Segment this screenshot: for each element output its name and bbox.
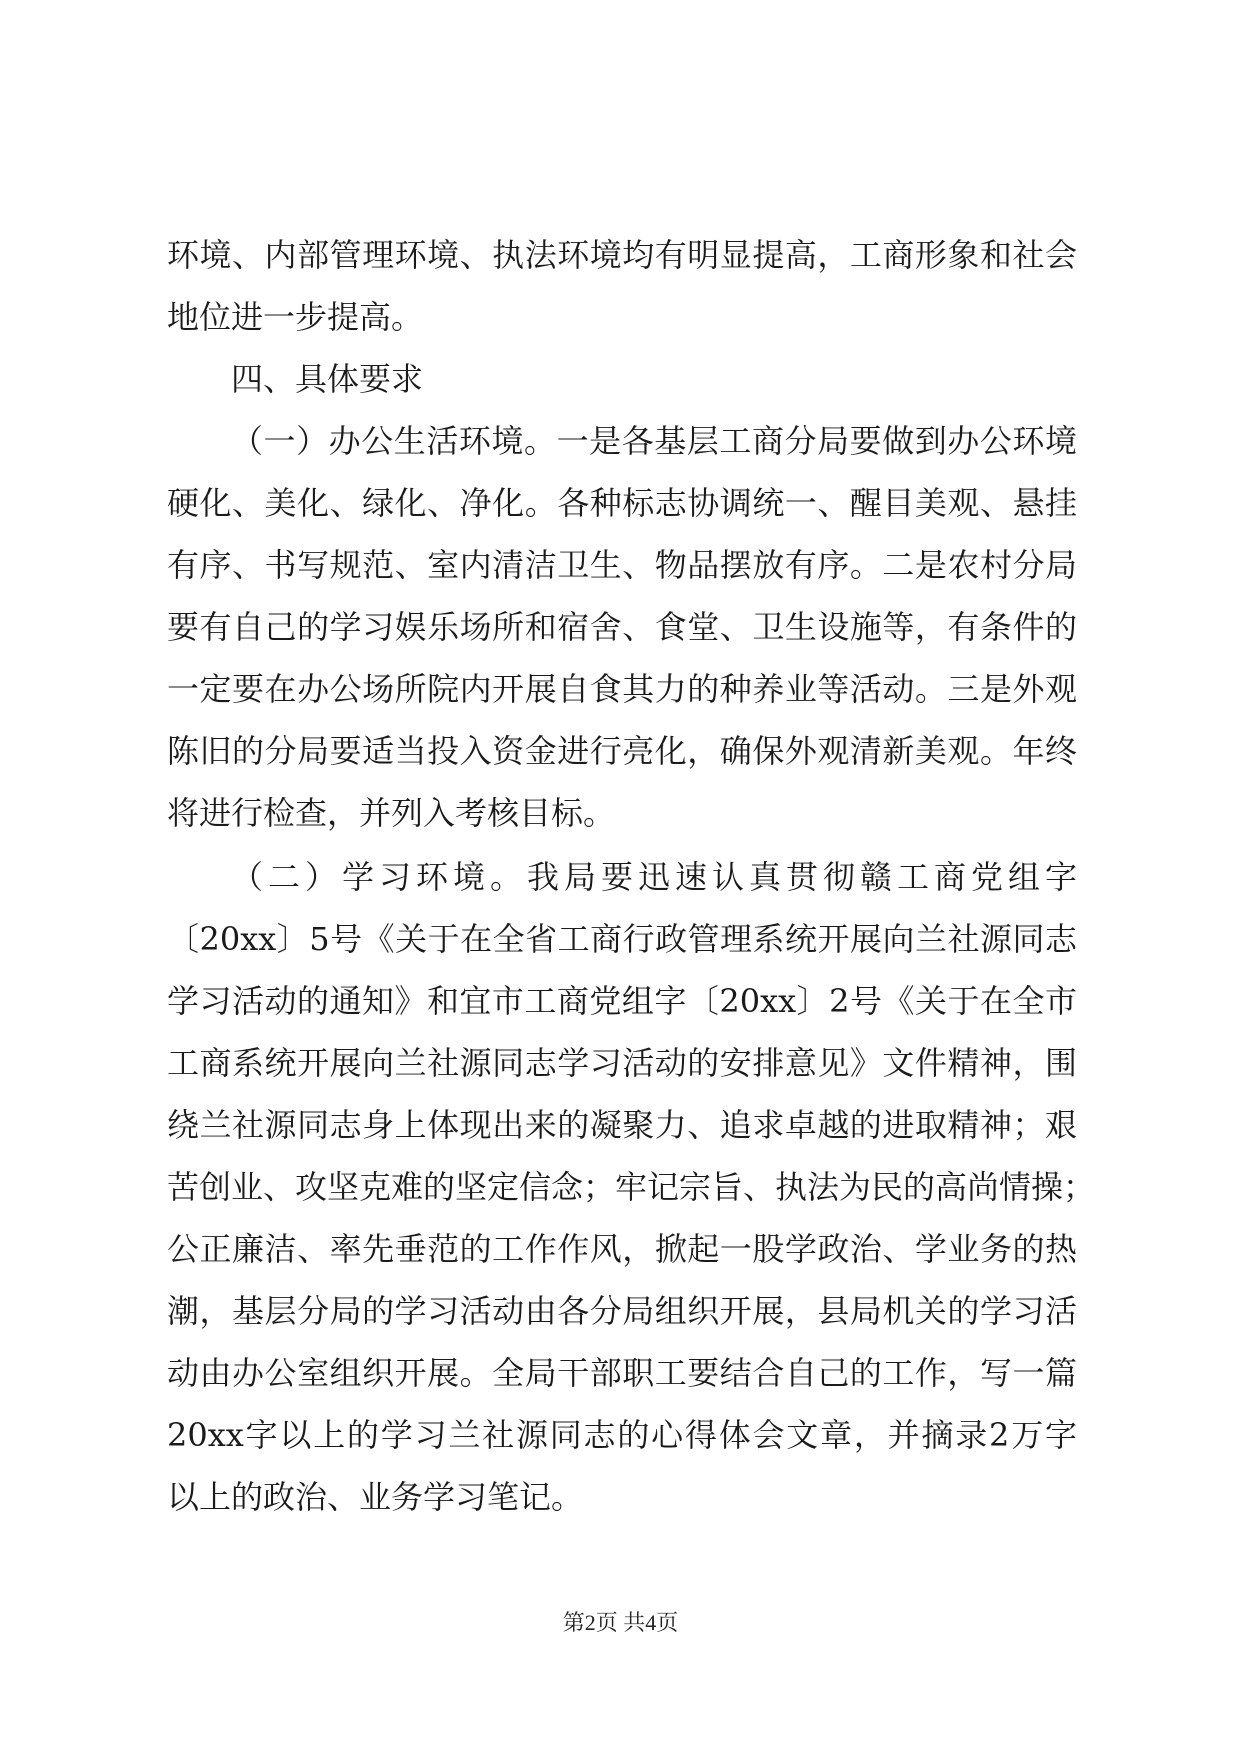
page-number-footer: 第2页 共4页: [562, 1610, 679, 1635]
text-line: 硬化、美化、绿化、净化。各种标志协调统一、醒目美观、悬挂: [167, 484, 1077, 522]
text-line: 动由办公室组织开展。全局干部职工要结合自己的工作，写一篇: [167, 1354, 1077, 1392]
text-line: 地位进一步提高。: [167, 298, 424, 336]
text-line: 一定要在办公场所院内开展自食其力的种养业等活动。三是外观: [167, 670, 1077, 708]
text-line: 要有自己的学习娱乐场所和宿舍、食堂、卫生设施等，有条件的: [167, 608, 1077, 646]
text-line: 〔20xx〕5号《关于在全省工商行政管理系统开展向兰社源同志: [167, 920, 1077, 958]
paragraph-first-line: （一）办公生活环境。一是各基层工商分局要做到办公环境: [231, 422, 1077, 460]
text-line: 20xx字以上的学习兰社源同志的心得体会文章，并摘录2万字: [167, 1416, 1077, 1454]
text-line: 环境、内部管理环境、执法环境均有明显提高，工商形象和社会: [167, 236, 1077, 274]
text-line: 公正廉洁、率先垂范的工作作风，掀起一股学政治、学业务的热: [167, 1230, 1077, 1268]
text-line: 将进行检查，并列入考核目标。: [167, 794, 616, 832]
section-heading: 四、具体要求: [231, 360, 424, 398]
text-line: 陈旧的分局要适当投入资金进行亮化，确保外观清新美观。年终: [167, 732, 1077, 770]
text-line: 绕兰社源同志身上体现出来的凝聚力、追求卓越的进取精神；艰: [167, 1106, 1077, 1144]
text-line: 以上的政治、业务学习笔记。: [167, 1478, 584, 1516]
text-line: 有序、书写规范、室内清洁卫生、物品摆放有序。二是农村分局: [167, 546, 1077, 584]
paragraph-first-line: （二）学习环境。我局要迅速认真贯彻赣工商党组字: [231, 858, 1077, 896]
text-line: 学习活动的通知》和宜市工商党组字〔20xx〕2号《关于在全市: [167, 982, 1077, 1020]
text-line: 工商系统开展向兰社源同志学习活动的安排意见》文件精神，围: [167, 1044, 1077, 1082]
text-line: 苦创业、攻坚克难的坚定信念；牢记宗旨、执法为民的高尚情操；: [167, 1168, 1096, 1206]
text-line: 潮，基层分局的学习活动由各分局组织开展，县局机关的学习活: [167, 1292, 1077, 1330]
